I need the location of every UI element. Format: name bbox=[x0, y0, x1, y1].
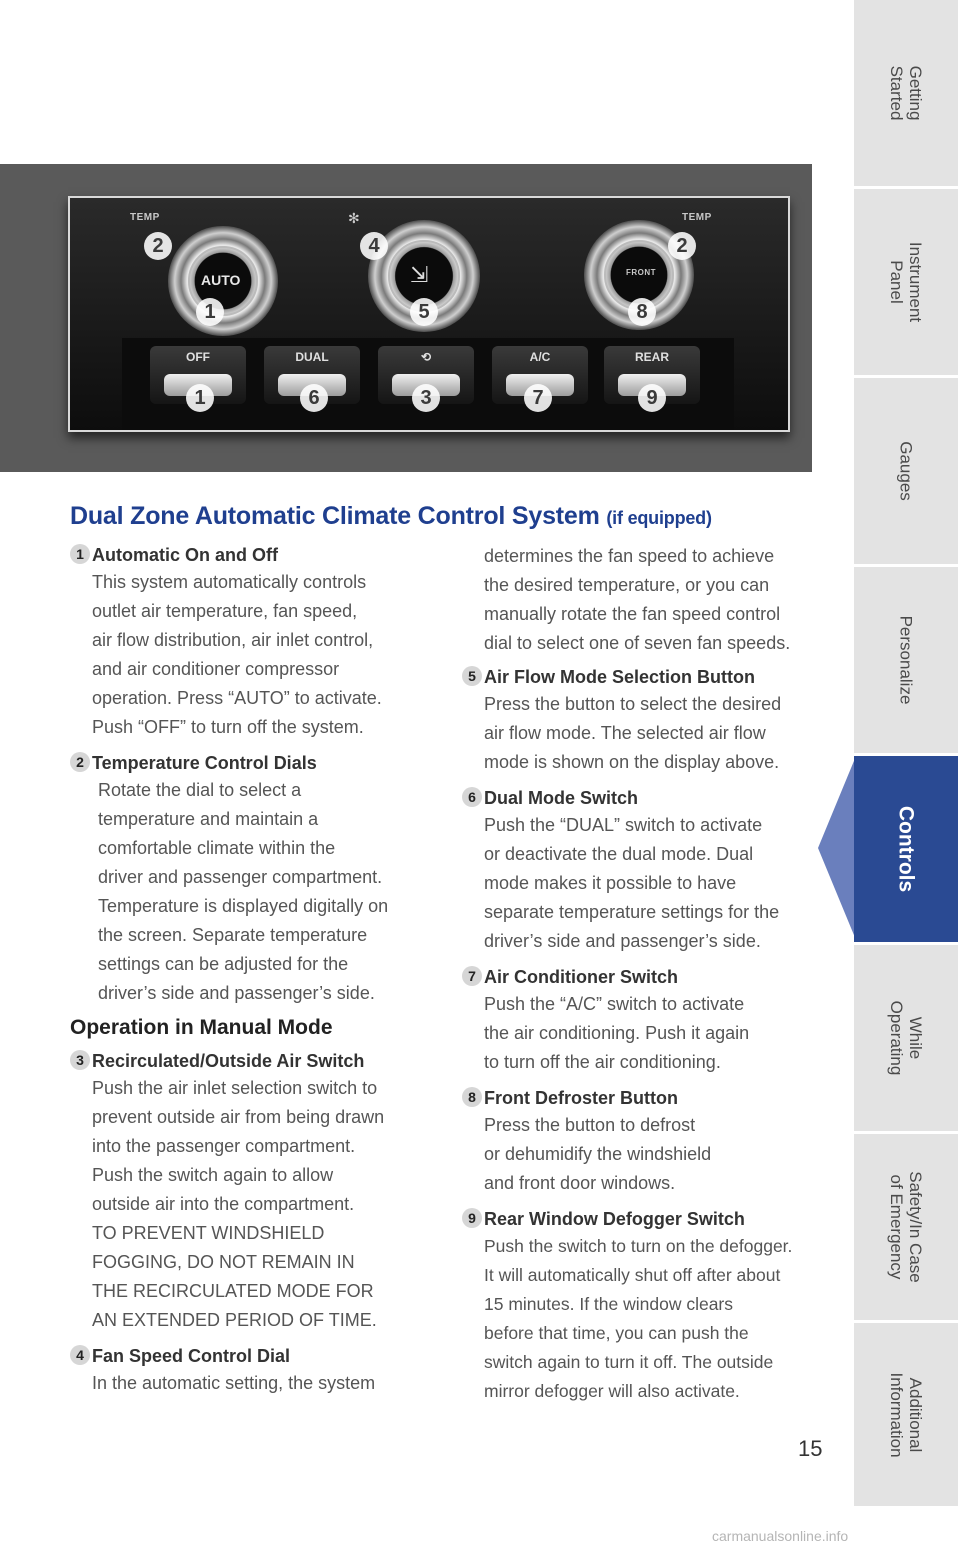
item-title: Dual Mode Switch bbox=[484, 788, 639, 808]
body-line: operation. Press “AUTO” to activate. bbox=[92, 688, 382, 708]
tab-label: While Operating bbox=[887, 1000, 925, 1076]
item-number: 9 bbox=[462, 1208, 482, 1228]
body-line: It will automatically shut off after about bbox=[484, 1265, 781, 1285]
body-line: or deactivate the dual mode. Dual bbox=[484, 844, 754, 864]
body-line: Push the “DUAL” switch to activate bbox=[484, 815, 763, 835]
temp-label-left: TEMP bbox=[130, 212, 160, 223]
tab-getting-started[interactable] bbox=[854, 0, 958, 189]
callout-badge: 2 bbox=[144, 232, 172, 260]
body-line: the screen. Separate temperature bbox=[98, 925, 368, 945]
callout-badge: 1 bbox=[196, 298, 224, 326]
item-number: 7 bbox=[462, 966, 482, 986]
item-title: Front Defroster Button bbox=[484, 1088, 678, 1108]
item-title: Rear Window Defogger Switch bbox=[484, 1209, 745, 1229]
body-line: comfortable climate within the bbox=[98, 838, 336, 858]
item-title: Air Flow Mode Selection Button bbox=[484, 667, 755, 687]
item-number: 3 bbox=[70, 1050, 90, 1070]
body-line: Press the button to select the desired bbox=[484, 694, 782, 714]
body-line: Press the button to defrost bbox=[484, 1115, 696, 1135]
page-title bbox=[70, 502, 712, 531]
item-fan-speed-dial bbox=[70, 1343, 422, 1398]
item-body bbox=[462, 690, 834, 777]
callout-badge: 8 bbox=[628, 298, 656, 326]
body-line: driver’s side and passenger’s side. bbox=[484, 931, 761, 951]
item-number: 1 bbox=[70, 544, 90, 564]
page-title-main: Dual Zone Automatic Climate Control System bbox=[70, 502, 600, 530]
item-number: 2 bbox=[70, 752, 90, 772]
item-rear-defogger bbox=[462, 1206, 834, 1406]
recirculate-icon: ⟲ bbox=[420, 350, 432, 364]
item-temperature-dials bbox=[70, 750, 422, 1008]
rear-defogger-label: REAR bbox=[634, 350, 669, 364]
item-number: 4 bbox=[70, 1345, 90, 1365]
body-line: Push the switch to turn on the defogger. bbox=[484, 1236, 793, 1256]
item-air-conditioner bbox=[462, 964, 834, 1077]
body-line: Push the “A/C” switch to activate bbox=[484, 994, 745, 1014]
item-title: Temperature Control Dials bbox=[92, 753, 317, 773]
item-title: Air Conditioner Switch bbox=[484, 967, 679, 987]
item-number: 8 bbox=[462, 1087, 482, 1107]
tab-additional-information[interactable] bbox=[854, 1323, 958, 1509]
item-body bbox=[70, 1369, 422, 1398]
item-title: Fan Speed Control Dial bbox=[92, 1346, 291, 1366]
body-line: or dehumidify the windshield bbox=[484, 1144, 712, 1164]
tab-gauges[interactable] bbox=[854, 378, 958, 567]
callout-badge: 4 bbox=[360, 232, 388, 260]
page-number: 15 bbox=[798, 1436, 823, 1461]
body-line: driver’s side and passenger’s side. bbox=[98, 983, 375, 1003]
tab-instrument-panel[interactable] bbox=[854, 189, 958, 378]
body-line: settings can be adjusted for the bbox=[98, 954, 349, 974]
left-column bbox=[70, 542, 422, 1406]
body-line: air flow mode. The selected air flow bbox=[484, 723, 766, 743]
item-body bbox=[70, 568, 422, 742]
body-line: mode makes it possible to have bbox=[484, 873, 737, 893]
body-line: air flow distribution, air inlet control, bbox=[92, 630, 374, 650]
body-line: manually rotate the fan speed control bbox=[484, 604, 781, 624]
off-switch-label: OFF bbox=[186, 350, 210, 364]
body-line: driver and passenger compartment. bbox=[98, 867, 383, 887]
callout-badge: 3 bbox=[412, 384, 440, 412]
body-line: the air conditioning. Push it again bbox=[484, 1023, 750, 1043]
item-title: Automatic On and Off bbox=[92, 545, 278, 565]
tab-label: Controls bbox=[894, 805, 918, 893]
item-number: 6 bbox=[462, 787, 482, 807]
body-line: switch again to turn it off. The outside bbox=[484, 1352, 774, 1372]
item-body bbox=[462, 990, 834, 1077]
body-line: AN EXTENDED PERIOD OF TIME. bbox=[92, 1310, 377, 1330]
callout-badge: 9 bbox=[638, 384, 666, 412]
body-line: Push the air inlet selection switch to bbox=[92, 1078, 378, 1098]
sidebar-nav bbox=[854, 0, 958, 1506]
callout-badge: 5 bbox=[410, 298, 438, 326]
tab-personalize[interactable] bbox=[854, 567, 958, 756]
temp-label-right: TEMP bbox=[682, 212, 712, 223]
callout-badge: 2 bbox=[668, 232, 696, 260]
item-title: Recirculated/Outside Air Switch bbox=[92, 1051, 365, 1071]
airflow-icon: ⇲ bbox=[410, 262, 429, 287]
body-line: This system automatically controls bbox=[92, 572, 367, 592]
tab-label: Gauges bbox=[896, 441, 916, 501]
item-automatic-on-off bbox=[70, 542, 422, 742]
item-body bbox=[462, 1111, 834, 1198]
tab-label: Instrument Panel bbox=[887, 241, 925, 323]
body-line: before that time, you can push the bbox=[484, 1323, 749, 1343]
tab-controls[interactable] bbox=[854, 756, 958, 945]
auto-label: AUTO bbox=[201, 272, 241, 288]
body-line: In the automatic setting, the system bbox=[92, 1373, 376, 1393]
tab-safety-emergency[interactable] bbox=[854, 1134, 958, 1323]
body-line: separate temperature settings for the bbox=[484, 902, 780, 922]
item-body bbox=[462, 811, 834, 956]
body-line: THE RECIRCULATED MODE FOR bbox=[92, 1281, 374, 1301]
tab-label: Safety/In Case of Emergency bbox=[887, 1171, 925, 1283]
watermark: carmanualsonline.info bbox=[712, 1528, 849, 1544]
body-line: the desired temperature, or you can bbox=[484, 575, 770, 595]
body-line: Rotate the dial to select a bbox=[98, 780, 302, 800]
body-line: prevent outside air from being drawn bbox=[92, 1107, 385, 1127]
active-tab-pointer bbox=[818, 756, 856, 940]
body-line: Temperature is displayed digitally on bbox=[98, 896, 389, 916]
item-number: 5 bbox=[462, 666, 482, 686]
body-line: outlet air temperature, fan speed, bbox=[92, 601, 358, 621]
body-line: Push “OFF” to turn off the system. bbox=[92, 717, 364, 737]
body-line: temperature and maintain a bbox=[98, 809, 319, 829]
callout-badge: 6 bbox=[300, 384, 328, 412]
body-line: determines the fan speed to achieve bbox=[484, 546, 775, 566]
body-line: Push the switch again to allow bbox=[92, 1165, 334, 1185]
body-line: 15 minutes. If the window clears bbox=[484, 1294, 734, 1314]
body-line: FOGGING, DO NOT REMAIN IN bbox=[92, 1252, 355, 1272]
item-recirculate-switch bbox=[70, 1048, 422, 1335]
body-line: mirror defogger will also activate. bbox=[484, 1381, 740, 1401]
item-dual-mode bbox=[462, 785, 834, 956]
item-body bbox=[70, 1074, 422, 1335]
front-defrost-label: FRONT bbox=[626, 268, 657, 277]
body-line: and front door windows. bbox=[484, 1173, 676, 1193]
callout-badge: 7 bbox=[524, 384, 552, 412]
item-body bbox=[462, 1232, 834, 1406]
fan-icon: ✻ bbox=[348, 210, 360, 226]
ac-switch-label: A/C bbox=[529, 350, 551, 364]
body-line: and air conditioner compressor bbox=[92, 659, 340, 679]
body-line: outside air into the compartment. bbox=[92, 1194, 355, 1214]
body-line: TO PREVENT WINDSHIELD bbox=[92, 1223, 325, 1243]
tab-label: Getting Started bbox=[887, 65, 925, 121]
section-heading: Operation in Manual Mode bbox=[70, 1016, 333, 1039]
page-title-sub: (if equipped) bbox=[606, 508, 712, 528]
tab-label: Additional Information bbox=[887, 1371, 925, 1458]
body-line: into the passenger compartment. bbox=[92, 1136, 356, 1156]
body-line: dial to select one of seven fan speeds. bbox=[484, 633, 791, 653]
callout-badge: 1 bbox=[186, 384, 214, 412]
tab-while-operating[interactable] bbox=[854, 945, 958, 1134]
body-line: to turn off the air conditioning. bbox=[484, 1052, 721, 1072]
item-body bbox=[70, 776, 422, 1008]
right-column bbox=[462, 542, 834, 1414]
body-line: mode is shown on the display above. bbox=[484, 752, 780, 772]
dual-switch-label: DUAL bbox=[295, 350, 329, 364]
item-fan-speed-continued bbox=[462, 542, 834, 658]
item-air-flow-mode bbox=[462, 664, 834, 777]
item-front-defroster bbox=[462, 1085, 834, 1198]
tab-label: Personalize bbox=[896, 615, 916, 705]
